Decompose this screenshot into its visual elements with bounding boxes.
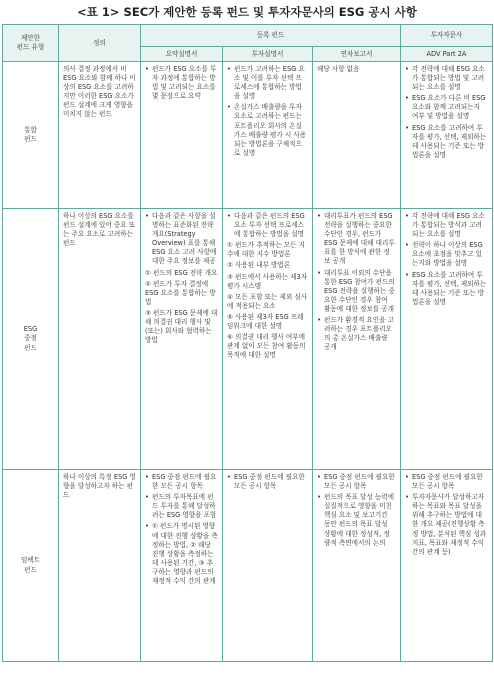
fund-type-cell: 임팩트 펀드	[3, 470, 59, 662]
table-row	[3, 209, 493, 470]
header-prospectus: 투자설명서	[223, 47, 313, 62]
definition-cell: 하나 이상의 ESG 요소를 펀드 설계에 있어 중요 또는 주요 요소로 고려하는 펀드	[59, 209, 141, 470]
table-title: <표 1> SEC가 제안한 등록 펀드 및 투자자문사의 ESG 공시 사항	[77, 5, 417, 19]
annual-report-cell	[313, 470, 401, 662]
definition-cell: 의사 결정 과정에서 비 ESG 요소와 함께 하나 이상의 ESG 요소를 고려하지만 이러한 ESG 요소가 펀드 설계에 크게 영향을 미치지 않는 펀드	[59, 62, 141, 209]
prospectus-cell	[223, 62, 313, 209]
list-item: • 펀드가 환경적 요인을 고려하는 경우 포트폴리오의 총 온실가스 배출량 공개	[324, 316, 396, 352]
sub-item: ① 펀드가 추적하는 모든 지수에 대한 지수 방법론	[227, 241, 305, 259]
list-item: • 펀드가 고려하는 ESG 요소 및 이를 투자 선택 프로세스에 통합하는 방법을 설명	[234, 65, 308, 101]
fund-type-cell: ESG 중점 펀드	[3, 209, 59, 470]
list-item: • 각 전략에 대해 ESG 요소가 통합되는 방식과 고려되는 요소를 설명	[412, 212, 488, 239]
prospectus-cell	[223, 470, 313, 662]
list-item: • 각 전략에 대해 ESG 요소가 통합되는 방법 및 고려되는 요소를 설명	[412, 65, 488, 92]
list-item: • 다음과 같은 사항을 설명하는 표준화된 전략 개요(Strategy Overview) 표를 통해 ESG 요소 고려 사항에 대한 주요 정보를 제공	[152, 212, 218, 267]
list-item: • 온실가스 배출량을 투자요소로 고려하는 펀드는 포트폴리오 회사의 온실가스 배출량 평가 시 사용되는 방법론을 구체적으로 설명	[234, 103, 308, 158]
header-adviser: 투자자문사	[401, 25, 493, 47]
esg-disclosure-table	[2, 24, 493, 662]
table-row	[3, 470, 493, 662]
adv-cell	[401, 209, 493, 470]
summary-cell	[141, 209, 223, 470]
annual-text: 해당 사항 없음	[317, 65, 360, 73]
definition-cell: 하나 이상의 특정 ESG 영향을 달성하고자 하는 펀드	[59, 470, 141, 662]
summary-cell	[141, 62, 223, 209]
list-item: • 펀드가 ESG 요소를 투자 과정에 통합하는 방법 및 고려되는 요소를 몇 문장으로 요약	[152, 65, 218, 101]
annual-report-cell	[313, 209, 401, 470]
list-item: • 전략이 하나 이상의 ESG 요소에 초점을 맞추고 있는지와 방법을 설명	[412, 241, 488, 268]
list-item: • 펀드의 투자목표에 펀드 투자를 통해 달성하려는 ESG 영향을 포함	[152, 493, 218, 520]
list-item: • ESG 요소를 고려하여 투자를 평가, 선택, 제외하는데 사용되는 기준 또는 방법론을 설명	[412, 271, 488, 307]
adv-cell	[401, 470, 493, 662]
sub-item: ② 사용된 내부 방법론	[227, 261, 291, 270]
list-item: • ESG 요소가 다른 비 ESG 요소와 함께 고려되는지 여부 및 방법을 설명	[412, 94, 488, 121]
header-adv: ADV Part 2A	[401, 47, 493, 62]
list-item: • ESG 중점 펀드에 필요한 모든 공시 항목	[412, 473, 488, 491]
fund-type-cell: 통합 펀드	[3, 62, 59, 209]
list-item: • 다음과 같은 펀드의 ESG 요소 투자 선택 프로세스에 통합하는 방법을 설명	[234, 212, 308, 239]
list-item: • 투자자문사가 달성하고자 하는 목표와 목표 달성을 위해 추구하는 방법에 대한 개요 제공(진행상황 측정 방법, 분석된 핵심 성과지표, 목표와 재정적 수익 간의 관계 등)	[412, 493, 488, 557]
header-definition: 정의	[59, 25, 141, 62]
sub-item: ① 펀드의 ESG 전략 개요	[145, 268, 218, 277]
prospectus-cell	[223, 209, 313, 470]
list-item: • ESG 중점 펀드에 필요한 모든 공시 항목	[234, 473, 308, 491]
sub-item: ⑥ 의결권 대리 행사 여부에 관계 없이 모든 참여 활동의 목적에 대한 설명	[227, 333, 306, 360]
header-annual-report: 연차보고서	[313, 47, 401, 62]
header-summary-prospectus: 요약설명서	[141, 47, 223, 62]
list-item: • ESG 요소를 고려하여 투자를 평가, 선택, 제외하는데 사용되는 기준 또는 방법론을 설명	[412, 124, 488, 160]
adv-cell	[401, 62, 493, 209]
list-item: • 대리투표가 펀드의 ESG 전략을 실행하는 중요한 수단인 경우, 펀드가 ESG 문제에 대해 대리투표를 한 방식에 관한 정보 공개	[324, 212, 396, 267]
sub-item: ③ 펀드에서 사용하는 제3자 평가 시스템	[227, 272, 308, 290]
sub-item: ② 펀드가 투자 결정에 ESG 요소를 통합하는 방법	[145, 279, 216, 306]
sub-item: ③ 펀드가 ESG 문제에 대해 의결권 대리 행사 및(또는) 회사와 협력하는 방법	[145, 308, 218, 345]
header-fund-type: 제안한 펀드 유형	[3, 25, 59, 62]
list-item: • ① 펀드가 명시된 영향에 대한 진행 상황을 측정하는 방법, ② 해당 진행 상황을 측정하는 데 사용된 기간, ③ 추구하는 영향과 펀드의 재정적 수익 간의 관계	[152, 522, 218, 586]
annual-report-cell	[313, 62, 401, 209]
sub-item: ④ 모든 포함 또는 제외 심사에 적용되는 요소	[227, 292, 308, 310]
table-row	[3, 62, 493, 209]
header-registered-fund: 등록 펀드	[141, 25, 401, 47]
list-item: • 대리투표 이외의 수단을 통한 ESG 참여가 펀드의 ESG 전략을 실행하는 중요한 수단인 경우 참여 활동에 대한 정보를 공개	[324, 269, 396, 314]
list-item: • 펀드의 목표 달성 능력에 실질적으로 영향을 미친 핵심 요소 및 보고기간 동안 펀드의 목표 달성 상황에 대한 정성적, 정량적 측면에서의 논의	[324, 493, 396, 548]
sub-item: ⑤ 사용된 제3자 ESG 프레임워크에 대한 설명	[227, 312, 304, 331]
list-item: • ESG 중점 펀드에 필요한 모든 공시 항목	[152, 473, 218, 491]
summary-cell	[141, 470, 223, 662]
list-item: • ESG 중점 펀드에 필요한 모든 공시 항목	[324, 473, 396, 491]
